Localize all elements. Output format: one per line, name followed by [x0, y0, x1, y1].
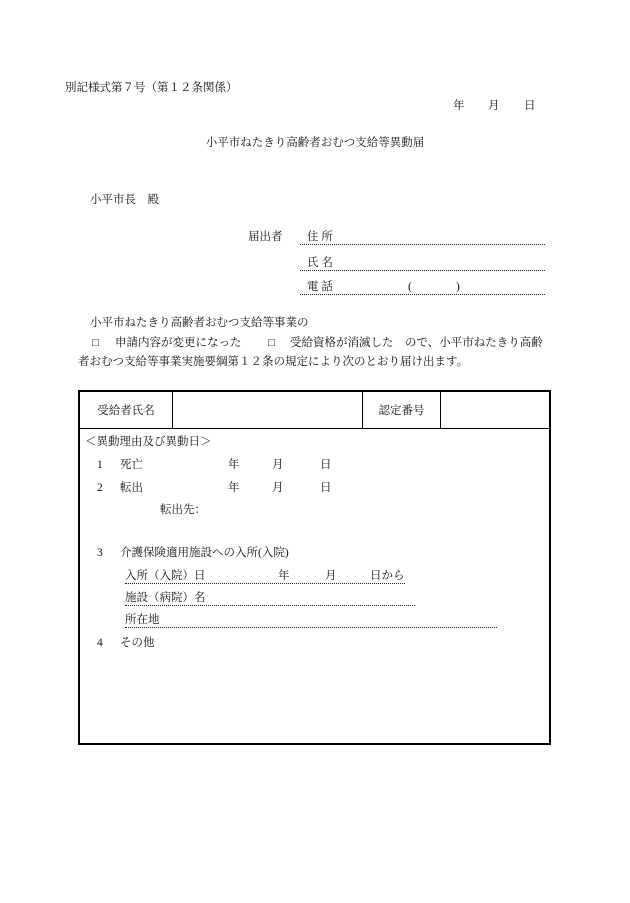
reason-death-label: 死亡: [120, 459, 143, 471]
form-number: 別記様式第７号（第１２条関係）: [65, 82, 238, 94]
reason-death-month: 月: [272, 459, 284, 471]
reason-other-label: その他: [120, 637, 155, 649]
reason-moving-label: 転出: [120, 482, 143, 494]
reason-other-number: 4: [97, 637, 103, 649]
date-day-label: 日: [524, 100, 536, 112]
facility-name-field[interactable]: [125, 591, 415, 606]
phone-paren-close: ): [456, 281, 460, 293]
option-lost-eligibility-label: 受給資格が消滅した: [290, 337, 394, 349]
address-label: 住 所: [307, 231, 333, 243]
reason-death-day: 日: [320, 459, 332, 471]
option-changed-checkbox[interactable]: □: [92, 337, 99, 349]
option-lost-eligibility-checkbox[interactable]: □: [268, 337, 275, 349]
admission-date-label: 入所（入院）日: [125, 570, 206, 582]
reason-death-number: 1: [97, 459, 103, 471]
addressee: 小平市長 殿: [90, 194, 159, 206]
statement-line-2-tail: ので、小平市ねたきり高齢: [405, 337, 543, 349]
recipient-name-label: 受給者氏名: [97, 405, 155, 417]
reason-moving-month: 月: [272, 482, 284, 494]
admission-year: 年: [278, 570, 290, 582]
statement-line-3: 者おむつ支給等事業実施要綱第１２条の規定により次のとおり届け出ます。: [78, 356, 469, 368]
facility-name-label: 施設（病院）名: [125, 592, 206, 604]
reason-moving-day: 日: [320, 482, 332, 494]
reason-moving-number: 2: [97, 482, 103, 494]
admission-month: 月: [325, 570, 337, 582]
moving-destination-label: 転出先：: [160, 504, 206, 516]
recipient-name-input[interactable]: [172, 392, 362, 428]
admission-day-from: 日から: [370, 570, 405, 582]
reasons-heading: ＜異動理由及び異動日＞: [85, 436, 212, 448]
phone-label: 電 話: [307, 281, 333, 293]
name-label: 氏 名: [307, 257, 333, 269]
facility-location-label: 所在地: [125, 614, 160, 626]
reason-death-year: 年: [228, 459, 240, 471]
form-title: 小平市ねたきり高齢者おむつ支給等異動届: [205, 137, 425, 149]
details-table: [78, 390, 551, 745]
applicant-label: 届出者: [248, 231, 283, 243]
table-header-row: [80, 392, 549, 429]
option-changed-label: 申請内容が変更になった: [115, 337, 242, 349]
statement-line-1: 小平市ねたきり高齢者おむつ支給等事業の: [90, 317, 309, 329]
reason-moving-year: 年: [228, 482, 240, 494]
certification-number-input[interactable]: [440, 392, 549, 428]
reason-facility-label: 介護保険適用施設への入所(入院): [120, 547, 289, 559]
admission-date-field[interactable]: [125, 569, 405, 584]
phone-paren-open: (: [408, 281, 412, 293]
date-year-label: 年: [453, 100, 465, 112]
certification-number-label: 認定番号: [362, 392, 440, 428]
applicant-phone-field[interactable]: [300, 280, 545, 295]
applicant-address-field[interactable]: [300, 230, 545, 245]
reason-facility-number: 3: [97, 547, 103, 559]
date-month-label: 月: [488, 100, 500, 112]
applicant-name-field[interactable]: [300, 256, 545, 271]
facility-location-field[interactable]: [125, 613, 497, 628]
